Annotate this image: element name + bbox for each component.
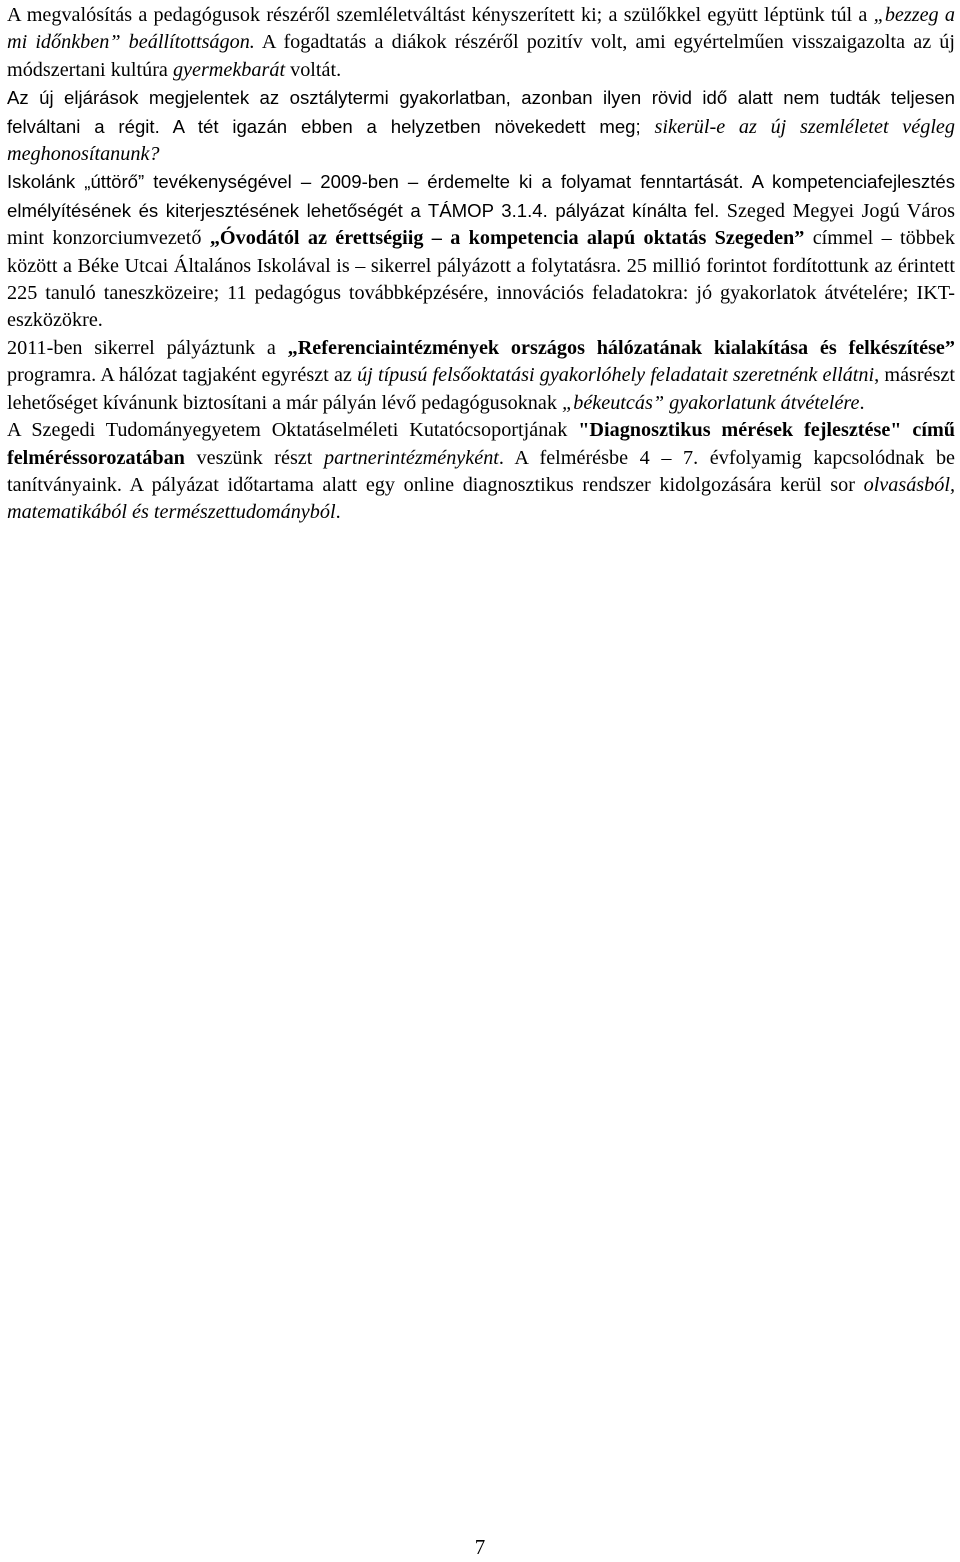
- italic-phrase: új típusú felsőoktatási gyakorlóhely feladatait szeretnénk ellátni: [357, 364, 875, 387]
- text-run: voltát.: [285, 58, 342, 81]
- text-run: veszünk részt: [184, 446, 324, 469]
- document-body: [7, 2, 955, 527]
- text-run: . A felmérésbe 4 – 7. évfolyamig kapcsolódnak be tanítványaink. A pályázat időtartama alatt egy online diagnosztikus rendszer kidolgozására kerül sor: [7, 446, 955, 496]
- text-run: A kompetenciafejlesztés elmélyítésének és kiterjesztésének lehetőségét a TÁMOP 3.1.4. pályázat kínálta fel.: [7, 171, 955, 221]
- text-run: A Szegedi Tudományegyetem Oktatáselméleti Kutatócsoportjának: [7, 419, 579, 442]
- paragraph-pioneering-activity: [7, 168, 955, 334]
- paragraph-diagnostic-assessment: [7, 417, 955, 527]
- italic-phrase: „bezzeg a mi időnkben” beállítottságon.: [7, 4, 955, 54]
- bold-project-title: „Óvodától az érettségiig – a kompetencia alapú oktatás Szegeden”: [209, 227, 805, 250]
- text-run: .: [335, 501, 341, 524]
- text-run: Szeged Megyei Jogú Város mint konzorciumvezető: [7, 199, 955, 250]
- text-run: 25 millió forintot fordítottunk az érintett 225 tanuló taneszközeire; 11 pedagógus továbbképzésére, innovációs feladatokra: jó gyakorlatok átvételére; IKT-eszközökre.: [7, 254, 955, 332]
- italic-phrase: gyermekbarát: [172, 58, 286, 81]
- paragraph-reference-institutions: [7, 335, 955, 417]
- text-run: programra. A hálózat tagjaként egyrészt az: [7, 364, 358, 387]
- italic-phrase: partnerintézményként: [323, 446, 499, 469]
- text-run: címmel – többek között a Béke Utcai Általános Iskolával is – sikerrel pályázott a folytatásra.: [7, 227, 955, 277]
- italic-question: sikerül-e az új szemléletet végleg meghonosítanunk?: [7, 115, 955, 166]
- page-number: 7: [474, 1535, 486, 1559]
- italic-phrase: „békeutcás” gyakorlatunk átvételére: [562, 391, 860, 414]
- text-run: A fogadtatás a diákok részéről pozitív volt, ami egyértelműen visszaigazolta az új módszertani kultúra: [7, 31, 955, 81]
- paragraph-new-procedures: [7, 84, 955, 168]
- paragraph-implementation: [7, 2, 955, 84]
- text-run: .: [859, 391, 865, 414]
- text-run: Az új eljárások megjelentek az osztálytermi gyakorlatban, azonban ilyen rövid idő alatt nem tudták teljesen felváltani a régit.: [7, 87, 955, 137]
- italic-phrase: olvasásból, matematikából és természettudományból: [7, 473, 955, 524]
- text-run: Iskolánk „úttörő” tevékenységével – 2009-ben – érdemelte ki a folyamat fenntartását.: [7, 171, 744, 193]
- text-run: , másrészt lehetőséget kívánunk biztosítani a már pályán lévő pedagógusoknak: [7, 364, 955, 414]
- text-run: A megvalósítás a pedagógusok részéről szemléletváltást kényszerített ki; a szülőkkel együtt léptünk túl a: [7, 4, 874, 26]
- text-run: 2011-ben sikerrel pályáztunk a: [7, 336, 288, 359]
- bold-program-title: „Referenciaintézmények országos hálózatának kialakítása és felkészítése”: [287, 336, 955, 359]
- bold-survey-title: "Diagnosztikus mérések fejlesztése" című felméréssorozatában: [7, 419, 955, 469]
- text-run: A tét igazán ebben a helyzetben növekedett meg;: [159, 115, 655, 137]
